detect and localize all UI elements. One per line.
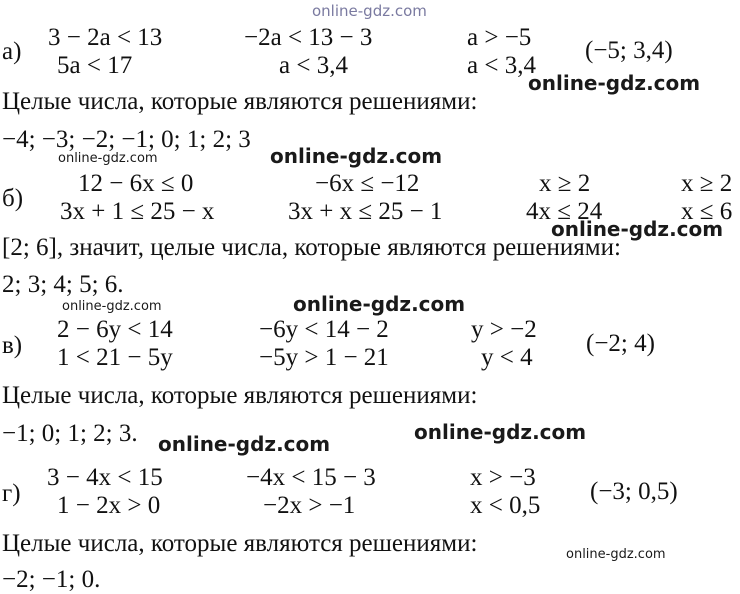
inequality: −6y < 14 − 2 (259, 316, 389, 343)
watermark: online-gdz.com (414, 420, 587, 444)
inequality: x < 0,5 (470, 492, 541, 519)
inequality: y > −2 (471, 316, 537, 343)
part-label: б) (2, 185, 24, 212)
watermark: online-gdz.com (528, 71, 701, 95)
conclusion-text: [2; 6], значит, целые числа, которые являются решениями: (2, 234, 621, 261)
inequality: a < 3,4 (279, 52, 348, 79)
interval: (−5; 3,4) (585, 37, 673, 64)
watermark: online-gdz.com (551, 217, 724, 241)
inequality: x > −3 (470, 464, 536, 491)
inequality: 12 − 6x ≤ 0 (78, 170, 194, 197)
inequality: −6x ≤ −12 (315, 170, 420, 197)
inequality: a > −5 (467, 24, 532, 51)
inequality: 3 − 4x < 15 (47, 464, 163, 491)
watermark: online-gdz.com (158, 432, 331, 456)
inequality: 3 − 2a < 13 (48, 24, 163, 51)
watermark: online-gdz.com (62, 299, 162, 314)
inequality: y < 4 (481, 344, 533, 371)
interval: (−2; 4) (586, 330, 655, 357)
watermark: online-gdz.com (58, 151, 158, 166)
inequality: 3x + x ≤ 25 − 1 (288, 198, 443, 225)
inequality: 1 − 2x > 0 (57, 492, 161, 519)
inequality: 5a < 17 (57, 52, 133, 79)
watermark: online-gdz.com (270, 144, 443, 168)
inequality: 2 − 6y < 14 (57, 316, 173, 343)
answer: −1; 0; 1; 2; 3. (2, 420, 138, 447)
answer: 2; 3; 4; 5; 6. (2, 271, 124, 298)
inequality: x ≥ 2 (681, 170, 733, 197)
part-label: а) (2, 38, 22, 65)
watermark: online-gdz.com (566, 547, 666, 562)
inequality: 3x + 1 ≤ 25 − x (60, 198, 215, 225)
inequality: −2a < 13 − 3 (244, 24, 373, 51)
interval: (−3; 0,5) (590, 478, 678, 505)
inequality: x ≥ 2 (539, 170, 591, 197)
inequality: −5y > 1 − 21 (259, 344, 389, 371)
answer: −4; −3; −2; −1; 0; 1; 2; 3 (2, 126, 251, 153)
inequality: 4x ≤ 24 (526, 198, 603, 225)
part-label: в) (2, 332, 23, 359)
inequality: x ≤ 6 (681, 198, 733, 225)
inequality: 1 < 21 − 5y (57, 344, 173, 371)
conclusion-text: Целые числа, которые являются решениями: (2, 382, 478, 409)
part-label: г) (2, 480, 21, 507)
inequality: a < 3,4 (467, 52, 536, 79)
watermark: online-gdz.com (293, 292, 466, 316)
inequality: −2x > −1 (263, 492, 356, 519)
answer: −2; −1; 0. (2, 566, 101, 593)
watermark: online-gdz.com (312, 2, 427, 20)
inequality: −4x < 15 − 3 (246, 464, 376, 491)
conclusion-text: Целые числа, которые являются решениями: (2, 530, 478, 557)
conclusion-text: Целые числа, которые являются решениями: (2, 88, 478, 115)
